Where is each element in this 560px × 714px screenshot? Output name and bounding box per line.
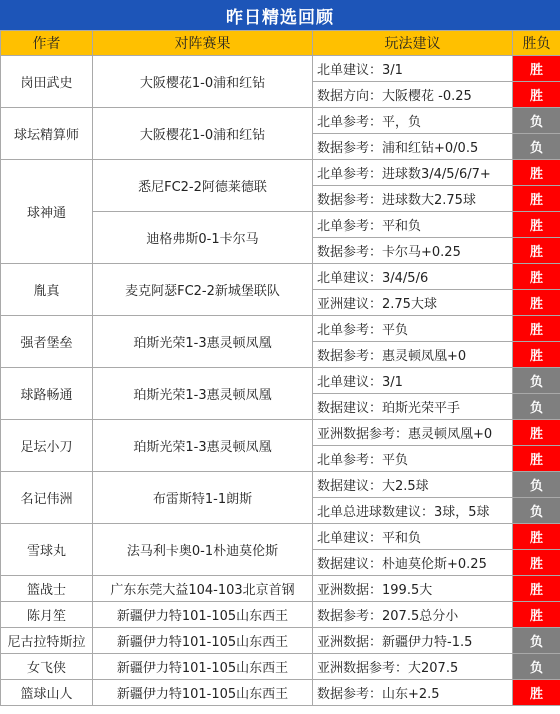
author-cell: 胤真 — [1, 264, 93, 316]
match-cell: 新疆伊力特101-105山东西王 — [93, 602, 313, 628]
author-cell: 名记伟洲 — [1, 472, 93, 524]
table-body — [1, 56, 560, 706]
author-cell: 篮球山人 — [1, 680, 93, 706]
suggestion-cell: 数据建议：珀斯光荣平手 — [313, 394, 513, 420]
result-badge-win: 胜 — [513, 420, 560, 446]
suggestion-cell: 数据参考：进球数大2.75球 — [313, 186, 513, 212]
author-cell: 球坛精算师 — [1, 108, 93, 160]
suggestion-cell: 北单建议：3/1 — [313, 368, 513, 394]
header-match: 对阵赛果 — [93, 31, 313, 56]
match-cell: 新疆伊力特101-105山东西王 — [93, 680, 313, 706]
result-badge-win: 胜 — [513, 550, 560, 576]
table-row — [1, 316, 560, 342]
result-badge-lose: 负 — [513, 368, 560, 394]
result-badge-win: 胜 — [513, 602, 560, 628]
author-cell: 篮战士 — [1, 576, 93, 602]
match-cell: 新疆伊力特101-105山东西王 — [93, 654, 313, 680]
suggestion-cell: 亚洲数据参考：大207.5 — [313, 654, 513, 680]
result-badge-lose: 负 — [513, 134, 560, 160]
match-cell: 布雷斯特1-1朗斯 — [93, 472, 313, 524]
result-badge-win: 胜 — [513, 342, 560, 368]
match-cell: 麦克阿瑟FC2-2新城堡联队 — [93, 264, 313, 316]
match-cell: 珀斯光荣1-3惠灵顿凤凰 — [93, 420, 313, 472]
author-cell: 球神通 — [1, 160, 93, 264]
table-row — [1, 602, 560, 628]
header-row — [1, 31, 560, 56]
match-cell: 悉尼FC2-2阿德莱德联 — [93, 160, 313, 212]
suggestion-cell: 数据参考：惠灵顿凤凰+0 — [313, 342, 513, 368]
result-badge-lose: 负 — [513, 498, 560, 524]
result-badge-lose: 负 — [513, 654, 560, 680]
table-row — [1, 160, 560, 186]
author-cell: 岗田武史 — [1, 56, 93, 108]
suggestion-cell: 北单参考：平负 — [313, 316, 513, 342]
suggestion-cell: 数据建议：大2.5球 — [313, 472, 513, 498]
table-row — [1, 524, 560, 550]
author-cell: 尼古拉特斯拉 — [1, 628, 93, 654]
suggestion-cell: 北单参考：平负 — [313, 446, 513, 472]
review-table — [0, 30, 560, 706]
suggestion-cell: 亚洲数据参考：惠灵顿凤凰+0 — [313, 420, 513, 446]
result-badge-win: 胜 — [513, 316, 560, 342]
result-badge-lose: 负 — [513, 108, 560, 134]
match-cell: 迪格弗斯0-1卡尔马 — [93, 212, 313, 264]
header-suggestion: 玩法建议 — [313, 31, 513, 56]
table-row — [1, 654, 560, 680]
suggestion-cell: 数据参考：浦和红钻+0/0.5 — [313, 134, 513, 160]
author-cell: 球路畅通 — [1, 368, 93, 420]
suggestion-cell: 北单总进球数建议：3球，5球 — [313, 498, 513, 524]
suggestion-cell: 数据参考：卡尔马+0.25 — [313, 238, 513, 264]
suggestion-cell: 亚洲建议：2.75大球 — [313, 290, 513, 316]
match-cell: 大阪樱花1-0浦和红钻 — [93, 108, 313, 160]
suggestion-cell: 数据参考：山东+2.5 — [313, 680, 513, 706]
table-row — [1, 628, 560, 654]
table-row — [1, 472, 560, 498]
result-badge-win: 胜 — [513, 56, 560, 82]
suggestion-cell: 北单建议：平和负 — [313, 524, 513, 550]
match-cell: 广东东莞大益104-103北京首钢 — [93, 576, 313, 602]
table-row — [1, 576, 560, 602]
result-badge-win: 胜 — [513, 160, 560, 186]
suggestion-cell: 数据建议：朴迪莫伦斯+0.25 — [313, 550, 513, 576]
result-badge-win: 胜 — [513, 524, 560, 550]
table-row — [1, 108, 560, 134]
result-badge-win: 胜 — [513, 680, 560, 706]
match-cell: 新疆伊力特101-105山东西王 — [93, 628, 313, 654]
result-badge-win: 胜 — [513, 290, 560, 316]
suggestion-cell: 北单参考：平，负 — [313, 108, 513, 134]
result-badge-win: 胜 — [513, 264, 560, 290]
suggestion-cell: 数据参考：207.5总分小 — [313, 602, 513, 628]
table-row — [1, 264, 560, 290]
result-badge-win: 胜 — [513, 212, 560, 238]
table-row — [1, 680, 560, 706]
suggestion-cell: 北单建议：3/1 — [313, 56, 513, 82]
author-cell: 雪球丸 — [1, 524, 93, 576]
match-cell: 珀斯光荣1-3惠灵顿凤凰 — [93, 316, 313, 368]
result-badge-lose: 负 — [513, 628, 560, 654]
suggestion-cell: 北单参考：平和负 — [313, 212, 513, 238]
result-badge-lose: 负 — [513, 472, 560, 498]
suggestion-cell: 亚洲数据：199.5大 — [313, 576, 513, 602]
result-badge-win: 胜 — [513, 446, 560, 472]
suggestion-cell: 北单参考：进球数3/4/5/6/7+ — [313, 160, 513, 186]
page-title: 昨日精选回顾 — [0, 0, 560, 30]
match-cell: 珀斯光荣1-3惠灵顿凤凰 — [93, 368, 313, 420]
result-badge-win: 胜 — [513, 82, 560, 108]
table-row — [1, 420, 560, 446]
suggestion-cell: 数据方向：大阪樱花 -0.25 — [313, 82, 513, 108]
author-cell: 女飞侠 — [1, 654, 93, 680]
suggestion-cell: 北单建议：3/4/5/6 — [313, 264, 513, 290]
header-result: 胜负 — [513, 31, 560, 56]
result-badge-win: 胜 — [513, 186, 560, 212]
table-row — [1, 56, 560, 82]
match-cell: 大阪樱花1-0浦和红钻 — [93, 56, 313, 108]
suggestion-cell: 亚洲数据：新疆伊力特-1.5 — [313, 628, 513, 654]
match-cell: 法马利卡奥0-1朴迪莫伦斯 — [93, 524, 313, 576]
author-cell: 足坛小刀 — [1, 420, 93, 472]
result-badge-win: 胜 — [513, 238, 560, 264]
result-badge-win: 胜 — [513, 576, 560, 602]
table-row — [1, 368, 560, 394]
header-author: 作者 — [1, 31, 93, 56]
result-badge-lose: 负 — [513, 394, 560, 420]
author-cell: 强者堡垒 — [1, 316, 93, 368]
author-cell: 陈月笙 — [1, 602, 93, 628]
